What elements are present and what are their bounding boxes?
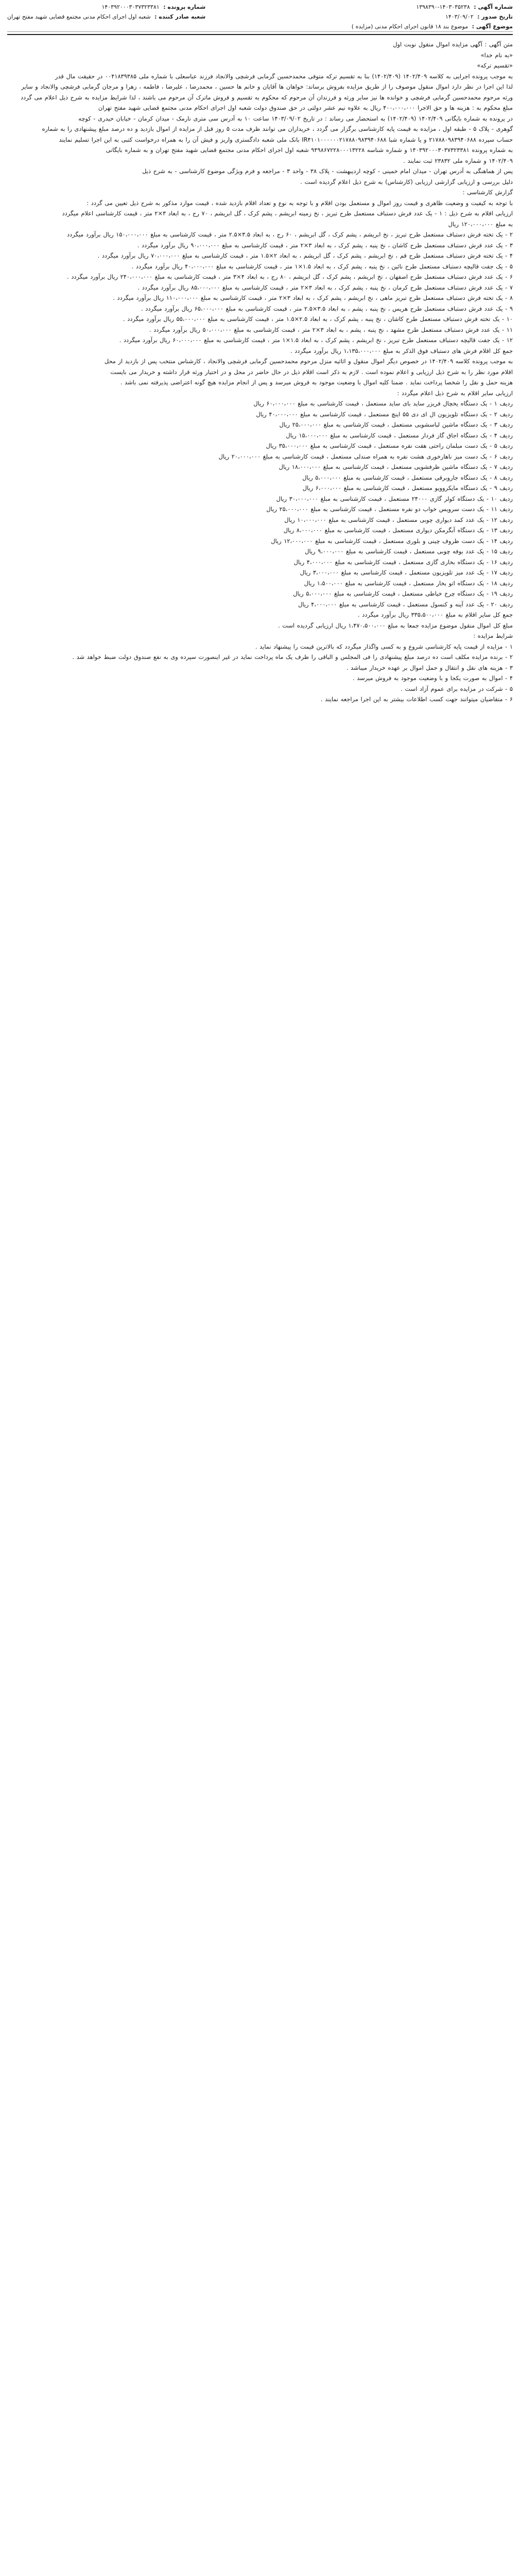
notice-text-line: ۴ - یک تخته فرش دستباف مستعمل طرح قم ، نخ ابریشم ، پشم کرک ، گل ابریشم ، به ابعاد ۲×۱.۵ متر ، قیمت کارشناسی به مبلغ ۷۰،۰۰۰،۰۰۰ ریال برآورد میگردد . <box>97 252 513 259</box>
notice-text-line: مبلغ محکوم به : هزینه ها و حق الاجرا ۴۰۰،۰۰۰،۰۰۰ ریال به علاوه نیم عشر دولتی در حق صندوق دولت شعبه اول اجرای احکام مدنی مجتمع قضایی شهید مفتح تهران <box>98 104 513 111</box>
notice-text-line: ردیف ۲۰ - یک عدد آینه و کنسول مستعمل ، قیمت کارشناسی به مبلغ ۴،۰۰۰،۰۰۰ ریال <box>298 600 513 608</box>
notice-subject-row <box>352 22 513 31</box>
notice-text-line: حساب سپرده ۲۱۷۸۸۰۹۸۳۹۴۰۶۸۸ و یا شماره شبا IR۴۱۰۱۰۰۰۰۰۰۲۱۷۸۸۰۹۸۳۹۴۰۶۸۸ بانک ملی شعبه دادگستری واریز و فیش آن را به همراه درخواست کتبی به این اجرا تسلیم نمایند <box>59 135 513 143</box>
notice-text-line: ۸ - یک تخته فرش دستباف مستعمل طرح تبریز ماهی ، نخ ابریشم ، پشم کرک ، به ابعاد ۳×۲ متر ، قیمت کارشناسی به مبلغ ۱۱۰،۰۰۰،۰۰۰ ریال برآورد میگردد . <box>113 294 513 301</box>
notice-text-line: ردیف ۶ - یک دست میز ناهارخوری هشت نفره به همراه صندلی مستعمل ، قیمت کارشناسی به مبلغ ۲۰،۰۰۰،۰۰۰ ریال <box>218 452 513 460</box>
issue-date-row <box>352 12 513 22</box>
notice-text-line: ردیف ۱۴ - یک دست ظروف چینی و بلوری مستعمل ، قیمت کارشناسی به مبلغ ۱۲،۰۰۰،۰۰۰ ریال <box>271 537 513 545</box>
notice-text-line: ۱ - مزایده از قیمت پایه کارشناسی شروع و به کسی واگذار میگردد که بالاترین قیمت را پیشنهاد نماید . <box>255 642 513 650</box>
notice-text-line: ردیف ۷ - یک دستگاه ماشین ظرفشویی مستعمل ، قیمت کارشناسی به مبلغ ۱۸،۰۰۰،۰۰۰ ریال <box>279 463 513 470</box>
case-number-row <box>7 2 205 12</box>
notice-text-line: ارزیابی اقلام به شرح ذیل : ۱ - یک عدد فرش دستباف مستعمل طرح تبریز ، نخ زمینه ابریشم ، پشم کرک ، گل ابریشم ، ۷۰ رج ، به ابعاد ۳×۲ متر ، قیمت کارشناسی اعلام میگردد <box>62 210 513 217</box>
issuing-branch-row <box>7 12 205 22</box>
notice-text-line: به موجب پرونده کلاسه ۱۴۰۲/۴۰۹ در خصوص دیگر اموال منقول و اثاثیه منزل مرحوم محمدحسین گرمابی فرشچی والانجاد ، کارشناس منتخب پس از بازدید از محل <box>104 358 513 365</box>
notice-text-line: ردیف ۱۲ - یک عدد کمد دیواری چوبی مستعمل ، قیمت کارشناسی به مبلغ ۱۰،۰۰۰،۰۰۰ ریال <box>284 516 513 523</box>
notice-text-line: پس از هماهنگی به آدرس تهران - میدان امام خمینی - کوچه اردیبهشت - پلاک ۳۸ - واحد ۳ - مراجعه و فرم ویژگی موضوع کارشناسی - به شرح ذیل <box>142 167 513 175</box>
header-divider <box>7 31 513 32</box>
notice-text-line: ردیف ۹ - یک دستگاه مایکروویو مستعمل ، قیمت کارشناسی به مبلغ ۶،۰۰۰،۰۰۰ ریال <box>302 484 513 492</box>
notice-text-line: ۵ - یک جفت قالیچه دستباف مستعمل طرح نائین ، نخ پنبه ، پشم کرک ، به ابعاد ۱.۵×۱ متر ، قیمت کارشناسی به مبلغ ۴۰،۰۰۰،۰۰۰ ریال برآورد میگردد . <box>131 262 513 270</box>
notice-text-line: ۲ - یک تخته فرش دستباف مستعمل طرح تبریز ، نخ ابریشم ، پشم کرک ، گل ابریشم ، ۶۰ رج ، به ابعاد ۳.۵×۲.۵ متر ، قیمت کارشناسی به مبلغ ۱۵۰،۰۰۰،۰۰۰ ریال برآورد میگردد <box>67 231 513 238</box>
issuing-branch-value: شعبه اول اجرای احکام مدنی مجتمع قضایی شهید مفتح تهران <box>7 13 151 20</box>
notice-text-line: ردیف ۱ - یک دستگاه یخچال فریزر ساید بای ساید مستعمل ، قیمت کارشناسی به مبلغ ۶۰،۰۰۰،۰۰۰ ریال <box>253 400 513 407</box>
notice-text-line: «تقسیم ترکه» <box>477 62 513 69</box>
notice-text-line: ۷ - یک عدد فرش دستباف مستعمل طرح کرمان ، نخ پنبه ، پشم کرک ، به ابعاد ۳×۲ متر ، قیمت کارشناسی به مبلغ ۸۵،۰۰۰،۰۰۰ ریال برآورد میگردد . <box>137 283 513 291</box>
notice-text-line: گزارش کارشناسی : <box>462 189 513 196</box>
case-number-value: ۱۴۰۳۹۲۰۰۰۳۰۳۷۳۲۳۳۸۱ <box>101 4 160 10</box>
notice-header <box>7 0 513 35</box>
notice-text-line: ردیف ۴ - یک دستگاه اجاق گاز فردار مستعمل ، قیمت کارشناسی به مبلغ ۱۵،۰۰۰،۰۰۰ ریال <box>286 431 513 439</box>
notice-text-line: مبلغ کل اموال منقول موضوع مزایده جمعا به مبلغ ۱،۴۷۰،۵۰۰،۰۰۰ ریال ارزیابی گردیده است . <box>278 621 513 629</box>
notice-text-line: ۱۰ - یک تخته فرش دستباف مستعمل طرح کاشان ، نخ پنبه ، پشم کرک ، به ابعاد ۲.۵×۱.۵ متر ، قیمت کارشناسی به مبلغ ۵۵،۰۰۰،۰۰۰ ریال برآورد میگردد . <box>123 315 513 323</box>
issuing-branch-label: شعبه صادر کننده : <box>154 13 206 20</box>
notice-text-line: دلیل بررسی و ارزیابی گزارشی ارزیابی (کارشناس) به شرح ذیل اعلام گردیده است . <box>300 178 513 185</box>
notice-body <box>7 35 513 705</box>
notice-text-line: ردیف ۱۰ - یک دستگاه کولر گازی ۲۴۰۰۰ مستعمل ، قیمت کارشناسی به مبلغ ۳۰،۰۰۰،۰۰۰ ریال <box>276 495 513 502</box>
notice-text-line: لذا این اجرا در نظر دارد اموال منقول موصوف را از طریق مزایده بفروش برساند: خواهان ها آقایان و خانم ها حسین ، محمدرضا ، علیرضا ، فاطمه ، زهرا و مرجان گرمابی فرشچی والانجاد و سایر <box>21 83 513 90</box>
notice-text-line: ۱۴۰۲/۴۰۹ و شماره ملی ۲۳۸۳۲ ثبت نمایند . <box>403 157 513 164</box>
notice-text-line: ۶ - یک عدد فرش دستباف مستعمل طرح اصفهان ، نخ ابریشم ، پشم کرک ، گل ابریشم ، ۸۰ رج ، به ابعاد ۴×۳ متر ، قیمت کارشناسی به مبلغ ۲۴۰،۰۰۰،۰۰۰ ریال برآورد میگردد . <box>67 273 513 280</box>
notice-text-line: ردیف ۱۱ - یک دست سرویس خواب دو نفره مستعمل ، قیمت کارشناسی به مبلغ ۲۵،۰۰۰،۰۰۰ ریال <box>266 505 513 513</box>
notice-text-line: جمع کل اقلام فرش های دستباف فوق الذکر به مبلغ ۱،۱۳۵،۰۰۰،۰۰۰ ریال برآورد میگردد . <box>290 347 513 354</box>
notice-text-line: ۳ - هزینه های نقل و انتقال و حمل اموال بر عهده خریدار میباشد . <box>346 664 513 671</box>
notice-text-line: به مبلغ ۱۲۰،۰۰۰،۰۰۰ ریال <box>448 220 513 228</box>
notice-text-line: ارزیابی سایر اقلام به شرح ذیل اعلام میگردد : <box>397 389 513 397</box>
case-number-label: شماره پرونده : <box>163 4 206 10</box>
notice-text-line: متن آگهی : آگهی مزایده اموال منقول نوبت اول <box>393 41 513 48</box>
notice-text-line: ۶ - متقاضیان میتوانند جهت کسب اطلاعات بیشتر به این اجرا مراجعه نمایند . <box>321 696 513 703</box>
notice-text-line: ۵ - شرکت در مزایده برای عموم آزاد است . <box>401 685 513 692</box>
notice-text-line: ۱۱ - یک عدد فرش دستباف مستعمل طرح مشهد ، نخ پنبه ، پشم ، به ابعاد ۳×۲ متر ، قیمت کارشناسی به مبلغ ۵۰،۰۰۰،۰۰۰ ریال برآورد میگردد . <box>149 326 513 333</box>
issue-date-value: ۱۴۰۳/۰۹/۰۲ <box>445 13 474 20</box>
notice-text-line: جمع کل سایر اقلام به مبلغ ۳۳۵،۵۰۰،۰۰۰ ریال برآورد میگردد . <box>358 611 513 618</box>
notice-text-line: ردیف ۱۳ - یک دستگاه آبگرمکن دیواری مستعمل ، قیمت کارشناسی به مبلغ ۸،۰۰۰،۰۰۰ ریال <box>283 527 513 534</box>
issue-date-label: تاریخ صدور : <box>477 13 513 20</box>
notice-text-line: ۳ - یک عدد فرش دستباف مستعمل طرح کاشان ، نخ پنبه ، پشم کرک ، به ابعاد ۳×۲ متر ، قیمت کارشناسی به مبلغ ۹۰،۰۰۰،۰۰۰ ریال برآورد میگردد . <box>137 241 513 249</box>
notice-text-line: «به نام خدا» <box>480 51 513 59</box>
notice-text-line: هزینه حمل و نقل را شخصا پرداخت نماید . ضمنا کلیه اموال با وضعیت موجود به فروش میرسد و پس از انجام مزایده هیچ گونه اعتراضی پذیرفته نمی باشد . <box>120 379 513 386</box>
notice-text-line: ردیف ۵ - یک دست مبلمان راحتی هفت نفره مستعمل ، قیمت کارشناسی به مبلغ ۳۵،۰۰۰،۰۰۰ ریال <box>266 442 513 449</box>
header-left-column <box>7 2 205 22</box>
notice-text-line: ردیف ۸ - یک دستگاه جاروبرقی مستعمل ، قیمت کارشناسی به مبلغ ۵،۰۰۰،۰۰۰ ریال <box>302 473 513 481</box>
notice-number-label: شماره آگهی : <box>474 4 513 10</box>
notice-text-line: به موجب پرونده اجرایی به کلاسه ۱۴۰۲/۴۰۹ (۱۴۰۲/۴۰۹) بنا به تقسیم ترکه متوفی محمدحسین گرمابی فرشچی والانجاد فرزند عباسعلی با شماره ملی ۰۰۴۱۸۳۹۳۸۵ در حقیقت مال قدر <box>55 72 513 80</box>
notice-text-line: ردیف ۳ - یک دستگاه ماشین لباسشویی مستعمل ، قیمت کارشناسی به مبلغ ۲۵،۰۰۰،۰۰۰ ریال <box>279 421 513 428</box>
notice-text-line: ردیف ۱۶ - یک دستگاه بخاری گازی مستعمل ، قیمت کارشناسی به مبلغ ۴،۰۰۰،۰۰۰ ریال <box>293 558 513 566</box>
notice-text-line: شرایط مزایده : <box>473 632 513 639</box>
notice-text-line: ردیف ۱۵ - یک عدد بوفه چوبی مستعمل ، قیمت کارشناسی به مبلغ ۹،۰۰۰،۰۰۰ ریال <box>305 548 513 555</box>
notice-text-line: گوهری - پلاک ۵ - طبقه اول ، مزایده به قیمت پایه کارشناسی برگزار می گردد ، خریداران می توانند ظرف مدت ۵ روز قبل از مزایده از اموال بازدید و ده درصد مبلغ پیشنهادی را به شماره <box>42 125 513 132</box>
notice-text-line: ردیف ۱۷ - یک عدد میز تلویزیون مستعمل ، قیمت کارشناسی به مبلغ ۳،۰۰۰،۰۰۰ ریال <box>300 569 513 576</box>
notice-text-line: ردیف ۱۹ - یک دستگاه چرخ خیاطی مستعمل ، قیمت کارشناسی به مبلغ ۵،۰۰۰،۰۰۰ ریال <box>293 590 513 597</box>
notice-text-line: با توجه به کیفیت و وضعیت ظاهری و قیمت روز اموال و مستعمل بودن اقلام و با توجه به نوع و تعداد اقلام بازدید شده ، قیمت موارد مذکور به شرح ذیل تعیین می گردد : <box>86 199 513 207</box>
notice-text-line: اقلام مورد نظر را به شرح ذیل ارزیابی و اعلام نموده است . لازم به ذکر است اقلام ذیل در حال حاضر در محل و در اختیار ورثه قرار داشته و خریدار می بایست <box>110 368 513 376</box>
notice-text-line: در پرونده به شماره بایگانی ۱۴۰۲/۴۰۹ (۱۴۰۲/۴۰۹) به استحضار می رساند : در تاریخ ۱۴۰۳/۰۹/۰۲ ساعت ۱۰ به آدرس سی متری نارمک - میدان کرمان - خیابان حیدری - کوچه <box>78 114 513 122</box>
notice-subject-label: موضوع آگهی : <box>472 23 513 30</box>
notice-text-line: به شماره پرونده ۱۴۰۳۹۲۰۰۰۳۰۳۷۳۲۳۳۸۱ و شماره شناسه ۹۴۹۸۶۷۲۲۸۰۰۰۱۳۲۲۸ شعبه اول اجرای احکام مدنی مجتمع قضایی شهید مفتح تهران و به شماره بایگانی <box>106 146 513 154</box>
notice-text-line: ۹ - یک عدد فرش دستباف مستعمل طرح هریس ، نخ پنبه ، پشم ، به ابعاد ۳.۵×۲.۵ متر ، قیمت کارشناسی به مبلغ ۶۵،۰۰۰،۰۰۰ ریال برآورد میگردد . <box>141 304 513 312</box>
notice-text-line: ورثه مرحوم محمدحسین گرمابی فرشچی و خوانده ها نیز سایر ورثه و فرزندان آن مرحوم که محکوم به تقسیم و فروش ماترک آن مرحوم می باشند ، لذا شرایط مزایده به شرح ذیل اعلام می گردد <box>21 93 513 101</box>
header-right-column <box>352 2 513 31</box>
notice-text-line: ۴ - اموال به صورت یکجا و با وضعیت موجود به فروش میرسد . <box>352 674 513 682</box>
notice-subject-value: موضوع بند ۱۸ قانون اجرای احکام مدنی (مزایده ) <box>351 23 469 30</box>
notice-text-line: ردیف ۲ - یک دستگاه تلویزیون ال ای دی ۵۵ اینچ مستعمل ، قیمت کارشناسی به مبلغ ۴۰،۰۰۰،۰۰۰ ریال <box>256 410 513 418</box>
notice-text-line: ردیف ۱۸ - یک دستگاه اتو بخار مستعمل ، قیمت کارشناسی به مبلغ ۱،۵۰۰،۰۰۰ ریال <box>304 579 513 587</box>
notice-number-row <box>352 2 513 12</box>
notice-text-line: ۱۲ - یک جفت قالیچه دستباف مستعمل طرح تبریز ، نخ ابریشم ، پشم کرک ، به ابعاد ۱.۵×۱ متر ، قیمت کارشناسی به مبلغ ۶۰،۰۰۰،۰۰۰ ریال برآورد میگردد . <box>119 336 513 344</box>
notice-text-line: ۲ - برنده مزایده مکلف است ده درصد مبلغ پیشنهادی را فی المجلس و الباقی را ظرف یک ماه پرداخت نماید در غیر اینصورت سپرده وی به نفع صندوق دولت ضبط خواهد شد . <box>72 653 513 660</box>
notice-number-value: ۱۳۹۸۳۹۰-۱۴۰۳۰۳۵۲۳۸ <box>416 4 470 10</box>
